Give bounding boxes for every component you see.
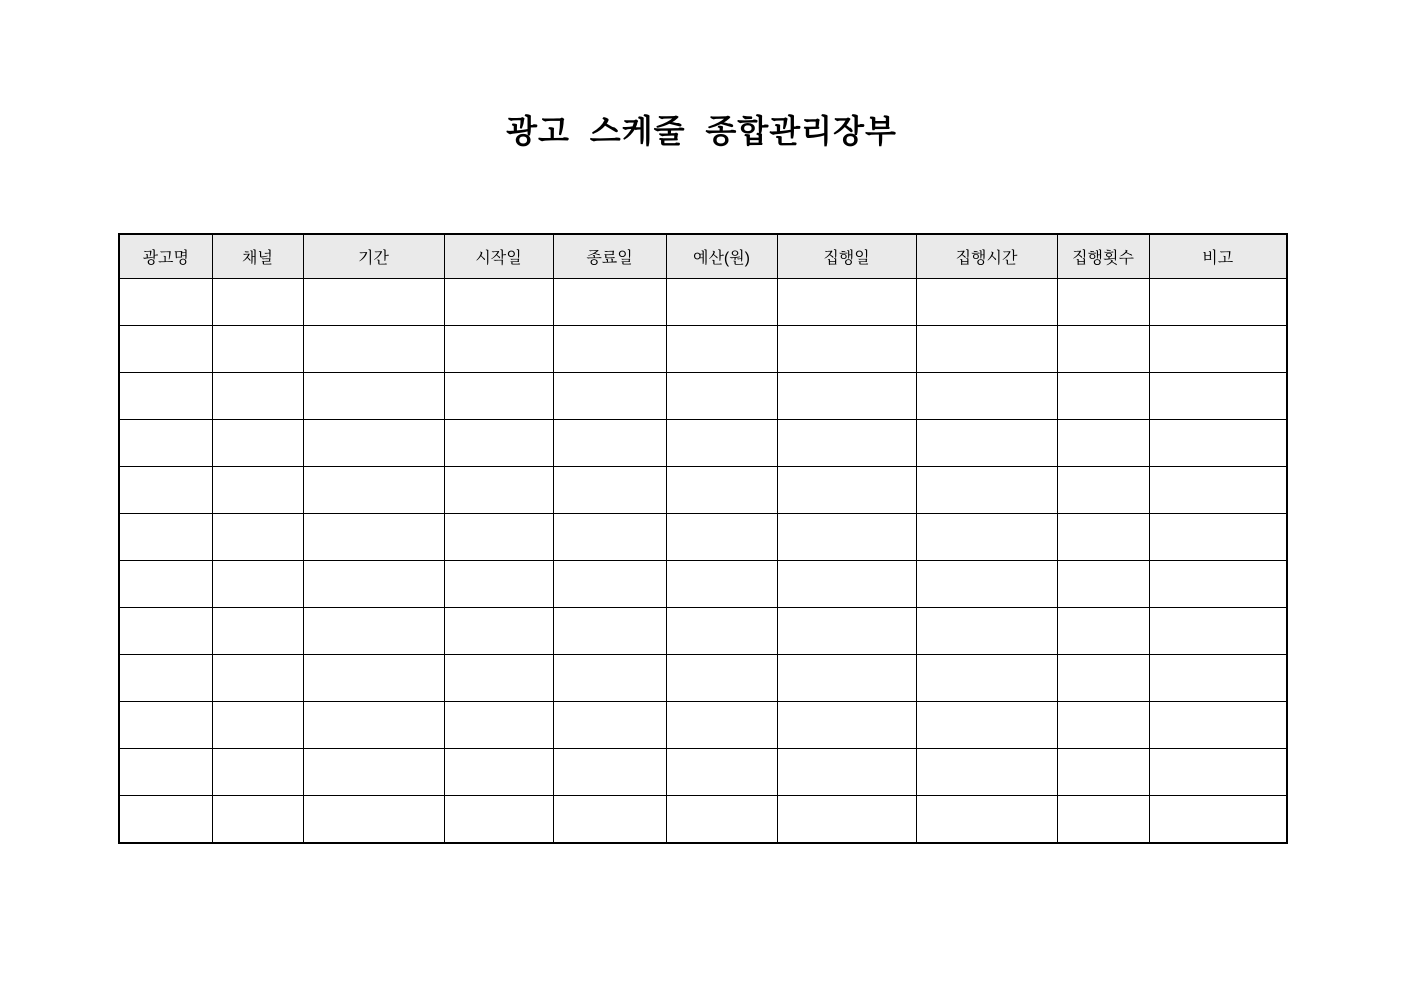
table-cell [444, 373, 553, 420]
table-cell [666, 796, 777, 844]
table-cell [553, 749, 666, 796]
table-cell [1057, 467, 1149, 514]
table-cell [916, 702, 1057, 749]
table-cell [303, 514, 444, 561]
table-cell [303, 373, 444, 420]
table-cell [916, 749, 1057, 796]
col-header-channel: 채널 [212, 234, 303, 279]
table-row [119, 702, 1287, 749]
table-cell [777, 655, 916, 702]
table-cell [444, 608, 553, 655]
table-cell [303, 749, 444, 796]
table-cell [119, 655, 212, 702]
table-cell [777, 373, 916, 420]
table-cell [916, 796, 1057, 844]
table-cell [777, 514, 916, 561]
col-header-end-date: 종료일 [553, 234, 666, 279]
table-cell [553, 608, 666, 655]
table-cell [119, 279, 212, 326]
table-cell [1149, 326, 1287, 373]
table-cell [303, 608, 444, 655]
table-cell [916, 467, 1057, 514]
table-cell [1057, 279, 1149, 326]
table-cell [119, 514, 212, 561]
table-cell [666, 467, 777, 514]
table-cell [1057, 608, 1149, 655]
table-cell [916, 561, 1057, 608]
table-cell [119, 608, 212, 655]
table-cell [916, 373, 1057, 420]
table-cell [553, 702, 666, 749]
table-cell [444, 420, 553, 467]
table-cell [119, 373, 212, 420]
table-cell [553, 467, 666, 514]
table-cell [1149, 796, 1287, 844]
table-cell [303, 796, 444, 844]
table-cell [1057, 561, 1149, 608]
table-cell [212, 514, 303, 561]
table-cell [303, 467, 444, 514]
table-cell [1149, 749, 1287, 796]
col-header-execution-time: 집행시간 [916, 234, 1057, 279]
table-cell [553, 655, 666, 702]
table-cell [553, 279, 666, 326]
table-cell [212, 796, 303, 844]
table-cell [916, 420, 1057, 467]
table-cell [444, 796, 553, 844]
table-cell [666, 514, 777, 561]
table-cell [1057, 373, 1149, 420]
table-cell [212, 279, 303, 326]
table-cell [212, 467, 303, 514]
table-cell [1057, 702, 1149, 749]
table-cell [777, 796, 916, 844]
ad-schedule-table [118, 233, 1288, 844]
table-cell [212, 749, 303, 796]
table-cell [1149, 467, 1287, 514]
table-row [119, 749, 1287, 796]
table-cell [444, 279, 553, 326]
table-cell [666, 420, 777, 467]
table-cell [1149, 279, 1287, 326]
table-row [119, 796, 1287, 844]
table-cell [916, 655, 1057, 702]
table-cell [553, 373, 666, 420]
table-cell [666, 749, 777, 796]
table-row [119, 608, 1287, 655]
table-cell [444, 749, 553, 796]
table-row [119, 655, 1287, 702]
table-cell [212, 608, 303, 655]
table-cell [777, 279, 916, 326]
table-cell [777, 467, 916, 514]
table-cell [303, 279, 444, 326]
table-cell [553, 326, 666, 373]
table-cell [119, 749, 212, 796]
table-cell [916, 608, 1057, 655]
table-cell [1149, 608, 1287, 655]
table-cell [303, 326, 444, 373]
table-header-row [119, 234, 1287, 279]
table-cell [1057, 796, 1149, 844]
table-row [119, 373, 1287, 420]
table-cell [212, 561, 303, 608]
col-header-ad-name: 광고명 [119, 234, 212, 279]
table-cell [119, 702, 212, 749]
table-row [119, 514, 1287, 561]
table-cell [1149, 514, 1287, 561]
table-cell [303, 420, 444, 467]
table-cell [1149, 373, 1287, 420]
col-header-period: 기간 [303, 234, 444, 279]
table-cell [777, 702, 916, 749]
table-cell [444, 655, 553, 702]
table-row [119, 326, 1287, 373]
table-cell [666, 561, 777, 608]
table-row [119, 279, 1287, 326]
table-cell [553, 796, 666, 844]
table-cell [212, 702, 303, 749]
table-cell [777, 326, 916, 373]
table-cell [553, 420, 666, 467]
table-cell [119, 561, 212, 608]
col-header-budget-won: 예산(원) [666, 234, 777, 279]
table-cell [119, 420, 212, 467]
table-cell [444, 702, 553, 749]
table-row [119, 467, 1287, 514]
table-cell [444, 467, 553, 514]
table-cell [666, 279, 777, 326]
table-cell [777, 608, 916, 655]
table-cell [777, 561, 916, 608]
table-cell [303, 561, 444, 608]
table-cell [1149, 655, 1287, 702]
table-cell [666, 655, 777, 702]
table-cell [212, 655, 303, 702]
table-cell [444, 561, 553, 608]
table-cell [1057, 420, 1149, 467]
table-cell [666, 608, 777, 655]
table-cell [1057, 655, 1149, 702]
table-cell [916, 279, 1057, 326]
table-cell [1149, 561, 1287, 608]
table-cell [1057, 326, 1149, 373]
table-cell [1057, 514, 1149, 561]
table-cell [303, 702, 444, 749]
table-cell [777, 420, 916, 467]
col-header-start-date: 시작일 [444, 234, 553, 279]
table-body [119, 279, 1287, 844]
table-cell [212, 326, 303, 373]
table-cell [212, 420, 303, 467]
col-header-execution-count: 집행횟수 [1057, 234, 1149, 279]
table-cell [1149, 702, 1287, 749]
table-cell [303, 655, 444, 702]
table-cell [916, 326, 1057, 373]
table-cell [444, 514, 553, 561]
table-cell [119, 467, 212, 514]
page-title: 광고 스케줄 종합관리장부 [506, 113, 897, 149]
table-row [119, 561, 1287, 608]
table-row [119, 420, 1287, 467]
table-cell [916, 514, 1057, 561]
table-cell [1057, 749, 1149, 796]
table-cell [666, 373, 777, 420]
table-cell [444, 326, 553, 373]
table-cell [553, 561, 666, 608]
table-cell [1149, 420, 1287, 467]
table-cell [119, 796, 212, 844]
table-cell [553, 514, 666, 561]
col-header-remarks: 비고 [1149, 234, 1287, 279]
table-cell [212, 373, 303, 420]
col-header-execution-date: 집행일 [777, 234, 916, 279]
table-cell [119, 326, 212, 373]
table-cell [777, 749, 916, 796]
table-cell [666, 326, 777, 373]
table-cell [666, 702, 777, 749]
